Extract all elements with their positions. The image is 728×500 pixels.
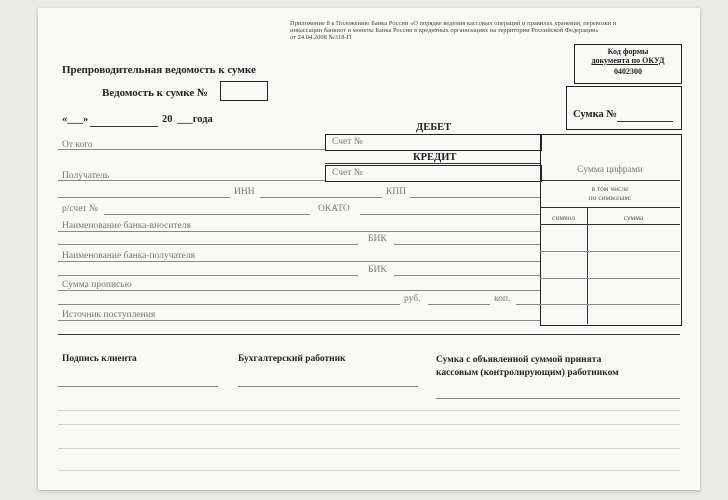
rs-label: р/счет № (62, 204, 99, 214)
symbol-header-line (540, 224, 680, 225)
sender-bank-label: Наименование банка-вносителя (62, 221, 191, 231)
inn-field-line[interactable] (260, 197, 382, 198)
sum-column-header: сумма (623, 213, 644, 222)
section-divider (58, 334, 680, 335)
amount-table (540, 134, 682, 326)
from-line (58, 149, 325, 150)
date-month-line[interactable] (90, 126, 158, 127)
kpp-field-line[interactable] (410, 197, 540, 198)
symbol-row-line (540, 251, 680, 252)
date-year-prefix: 20 (162, 114, 173, 125)
header-note-line: Приложение 8 к Положению Банка России «О порядке ведения кассовых операций и правилах хранения, перевозки и (290, 20, 617, 27)
amount-digits-line (540, 180, 680, 181)
form-sheet (38, 8, 700, 490)
amount-words-line[interactable] (58, 290, 540, 291)
accepted-label (436, 354, 619, 380)
rub-field-line[interactable] (428, 304, 490, 305)
including-line: в том числе (591, 184, 629, 193)
kpp-label: КПП (386, 187, 407, 197)
credit-label: КРЕДИТ (413, 152, 457, 163)
including-line: по символам: (588, 193, 632, 202)
recipient-bik-label: БИК (368, 265, 387, 275)
date-day: «___» (62, 114, 89, 125)
credit-account-field[interactable] (325, 165, 542, 182)
accepted-line: кассовым (контролирующим) работником (436, 368, 619, 378)
from-label: От кого (62, 140, 93, 150)
okato-field-line[interactable] (360, 214, 540, 215)
debit-label: ДЕБЕТ (416, 122, 452, 133)
rs-field-line[interactable] (104, 214, 310, 215)
bag-label: Сумка № (573, 109, 617, 120)
background-rule (58, 424, 680, 425)
vedomost-label: Ведомость к сумке № (102, 87, 209, 99)
symbol-column-header: символ (552, 213, 575, 222)
okato-label: ОКАТО (318, 204, 350, 214)
including-line-bottom (540, 207, 680, 208)
recipient-label: Получатель (62, 171, 110, 181)
form-code-label: документа по ОКУД (591, 56, 665, 65)
background-rule (58, 410, 680, 411)
sender-bank-line-2 (58, 244, 358, 245)
header-note-line: от 24.04.2008 №318-П (290, 34, 352, 41)
credit-account-label: Счет № (332, 168, 363, 178)
debit-account-field[interactable] (325, 134, 542, 151)
recipient-bank-line-2 (58, 275, 358, 276)
amount-words-label: Сумма прописью (62, 280, 132, 290)
sender-bik-label: БИК (368, 234, 387, 244)
bag-number-line[interactable] (617, 121, 673, 122)
amount-digits-label: Сумма цифрами (577, 165, 643, 175)
bag-number-box (566, 86, 682, 130)
background-rule (58, 470, 680, 471)
background-rule (58, 448, 680, 449)
header-note-line: инкассации банкнот и монеты Банка России в кредитных организациях на территории Российской Федерации» (290, 27, 599, 34)
form-code-label: Код формы (607, 47, 649, 56)
sender-bank-line[interactable] (58, 231, 540, 232)
recipient-bank-line[interactable] (58, 261, 540, 262)
source-line[interactable] (58, 320, 540, 321)
accountant-signature-line[interactable] (238, 386, 418, 387)
client-signature-label: Подпись клиента (62, 354, 137, 364)
form-code-value: 0402300 (614, 67, 642, 76)
accountant-label: Бухгалтерский работник (238, 354, 346, 364)
amount-words-line-2 (58, 304, 400, 305)
form-title: Препроводительная ведомость к сумке (62, 64, 256, 76)
debit-account-label: Счет № (332, 137, 363, 147)
date-year-suffix: ___года (177, 114, 213, 125)
symbol-row-line (540, 304, 680, 305)
source-label: Источник поступления (62, 310, 156, 320)
including-note (540, 184, 680, 202)
client-signature-line[interactable] (58, 386, 218, 387)
form-code-box (574, 44, 682, 84)
sender-bik-line[interactable] (394, 244, 540, 245)
header-note (290, 20, 616, 41)
rub-label: руб. (404, 294, 421, 304)
recipient-line (58, 180, 325, 181)
recipient-bank-label: Наименование банка-получателя (62, 251, 195, 261)
symbol-row-line (540, 278, 680, 279)
kop-label: коп. (494, 294, 511, 304)
inn-label: ИНН (234, 187, 255, 197)
kop-field-line[interactable] (516, 304, 540, 305)
credit-top-line (325, 163, 540, 164)
inn-pre-line (58, 197, 230, 198)
accepted-line: Сумка с объявленной суммой принята (436, 355, 602, 365)
vedomost-number-field[interactable] (220, 81, 268, 101)
recipient-bik-line[interactable] (394, 275, 540, 276)
accepted-signature-line[interactable] (436, 398, 680, 399)
